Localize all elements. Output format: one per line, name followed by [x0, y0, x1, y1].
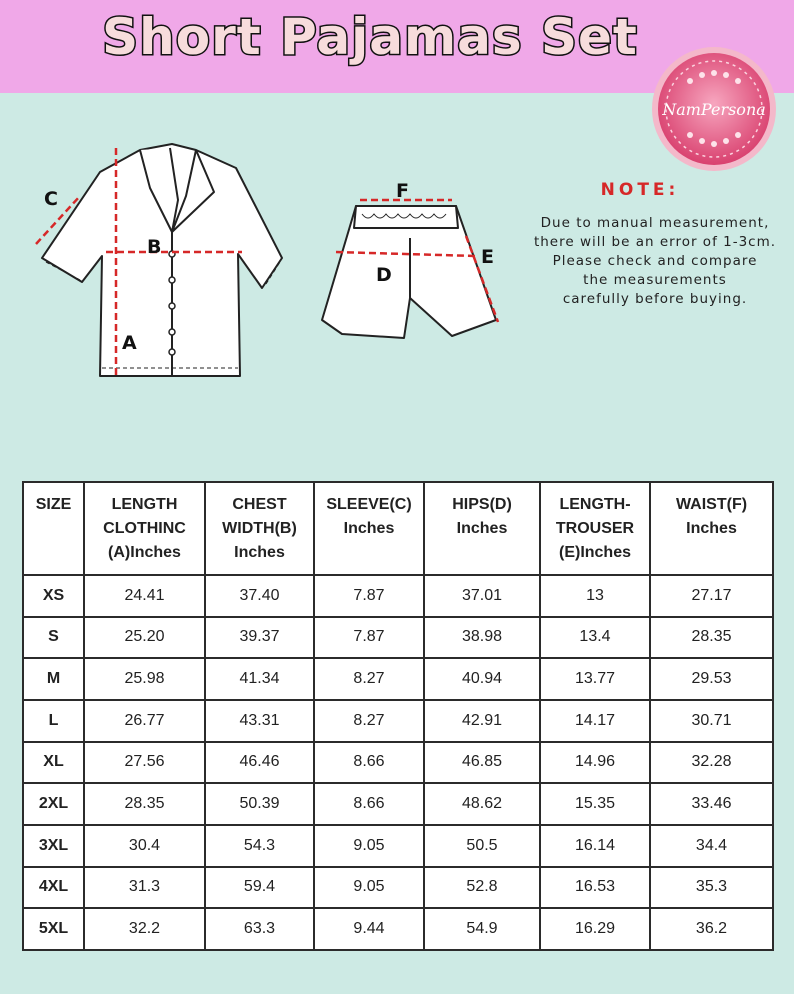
value-cell: 42.91	[424, 700, 540, 742]
value-cell: 43.31	[205, 700, 314, 742]
column-header	[424, 482, 540, 575]
column-header-line: CHEST	[232, 496, 287, 513]
value-cell: 14.17	[540, 700, 650, 742]
size-cell: S	[23, 617, 84, 659]
table-row	[23, 700, 773, 742]
column-header-line: TROUSER	[555, 520, 635, 537]
value-cell: 9.05	[314, 825, 424, 867]
note-line: Please check and compare	[552, 253, 758, 269]
value-cell: 14.96	[540, 742, 650, 784]
value-cell: 27.56	[84, 742, 205, 784]
note-line: Due to manual measurement,	[540, 215, 770, 231]
column-header	[205, 482, 314, 575]
note-line: there will be an error of 1-3cm.	[533, 234, 777, 250]
brand-logo-text: NamPersona	[662, 100, 766, 119]
value-cell: 46.46	[205, 742, 314, 784]
label-f: F	[396, 180, 409, 202]
size-cell: 4XL	[23, 867, 84, 909]
value-cell: 54.3	[205, 825, 314, 867]
value-cell: 50.5	[424, 825, 540, 867]
size-cell: 5XL	[23, 908, 84, 950]
column-header-line: LENGTH	[111, 496, 178, 513]
value-cell: 8.66	[314, 742, 424, 784]
note-title: NOTE:	[600, 180, 680, 200]
value-cell: 28.35	[650, 617, 773, 659]
column-header	[650, 482, 773, 575]
column-header	[84, 482, 205, 575]
shorts-illustration	[322, 206, 496, 338]
label-e: E	[481, 246, 494, 268]
value-cell: 15.35	[540, 783, 650, 825]
value-cell: 52.8	[424, 867, 540, 909]
value-cell: 13	[540, 575, 650, 617]
value-cell: 59.4	[205, 867, 314, 909]
value-cell: 37.01	[424, 575, 540, 617]
value-cell: 37.40	[205, 575, 314, 617]
size-cell: 3XL	[23, 825, 84, 867]
value-cell: 16.53	[540, 867, 650, 909]
value-cell: 48.62	[424, 783, 540, 825]
note-line: the measurements	[583, 272, 727, 288]
column-header-line: (E)Inches	[558, 544, 631, 561]
table-row	[23, 908, 773, 950]
value-cell: 9.44	[314, 908, 424, 950]
value-cell: 35.3	[650, 867, 773, 909]
column-header-line: LENGTH-	[559, 496, 631, 513]
size-cell: L	[23, 700, 84, 742]
value-cell: 25.20	[84, 617, 205, 659]
column-header-line: Inches	[343, 520, 395, 537]
value-cell: 30.4	[84, 825, 205, 867]
value-cell: 33.46	[650, 783, 773, 825]
table-row	[23, 742, 773, 784]
table-row	[23, 575, 773, 617]
value-cell: 39.37	[205, 617, 314, 659]
label-c: C	[44, 188, 58, 210]
value-cell: 25.98	[84, 658, 205, 700]
table-row	[23, 783, 773, 825]
value-cell: 16.14	[540, 825, 650, 867]
size-chart-header	[23, 482, 773, 575]
table-row	[23, 658, 773, 700]
value-cell: 54.9	[424, 908, 540, 950]
label-a: A	[122, 332, 137, 354]
column-header-line: HIPS(D)	[452, 496, 512, 513]
value-cell: 8.27	[314, 658, 424, 700]
column-header	[540, 482, 650, 575]
value-cell: 13.4	[540, 617, 650, 659]
size-cell: XS	[23, 575, 84, 617]
label-d: D	[376, 264, 392, 286]
value-cell: 8.66	[314, 783, 424, 825]
size-chart-table	[22, 481, 774, 951]
note-line: carefully before buying.	[562, 291, 748, 307]
value-cell: 8.27	[314, 700, 424, 742]
column-header-line: WAIST(F)	[675, 496, 748, 513]
value-cell: 46.85	[424, 742, 540, 784]
size-cell: M	[23, 658, 84, 700]
size-cell: 2XL	[23, 783, 84, 825]
column-header	[314, 482, 424, 575]
value-cell: 28.35	[84, 783, 205, 825]
column-header-line: Inches	[234, 544, 285, 561]
column-header-line: Inches	[686, 520, 737, 537]
column-header-line: SLEEVE(C)	[326, 496, 412, 513]
value-cell: 9.05	[314, 867, 424, 909]
value-cell: 26.77	[84, 700, 205, 742]
column-header-line: CLOTHINC	[103, 520, 186, 537]
label-b: B	[147, 236, 162, 258]
size-cell: XL	[23, 742, 84, 784]
value-cell: 41.34	[205, 658, 314, 700]
shirt-illustration	[42, 144, 282, 376]
value-cell: 30.71	[650, 700, 773, 742]
column-header	[23, 482, 84, 575]
note-body	[515, 214, 794, 309]
value-cell: 34.4	[650, 825, 773, 867]
value-cell: 7.87	[314, 617, 424, 659]
table-row	[23, 617, 773, 659]
size-chart-body	[23, 575, 773, 950]
value-cell: 40.94	[424, 658, 540, 700]
value-cell: 7.87	[314, 575, 424, 617]
column-header-line: WIDTH(B)	[222, 520, 297, 537]
value-cell: 38.98	[424, 617, 540, 659]
value-cell: 27.17	[650, 575, 773, 617]
column-header-line: SIZE	[35, 496, 72, 513]
value-cell: 36.2	[650, 908, 773, 950]
table-row	[23, 867, 773, 909]
value-cell: 24.41	[84, 575, 205, 617]
table-row	[23, 825, 773, 867]
value-cell: 50.39	[205, 783, 314, 825]
value-cell: 32.28	[650, 742, 773, 784]
value-cell: 13.77	[540, 658, 650, 700]
value-cell: 29.53	[650, 658, 773, 700]
value-cell: 63.3	[205, 908, 314, 950]
value-cell: 31.3	[84, 867, 205, 909]
value-cell: 16.29	[540, 908, 650, 950]
value-cell: 32.2	[84, 908, 205, 950]
column-header-line: Inches	[456, 520, 508, 537]
page-title: Short Pajamas Set	[102, 8, 638, 66]
column-header-line: (A)Inches	[108, 544, 181, 561]
